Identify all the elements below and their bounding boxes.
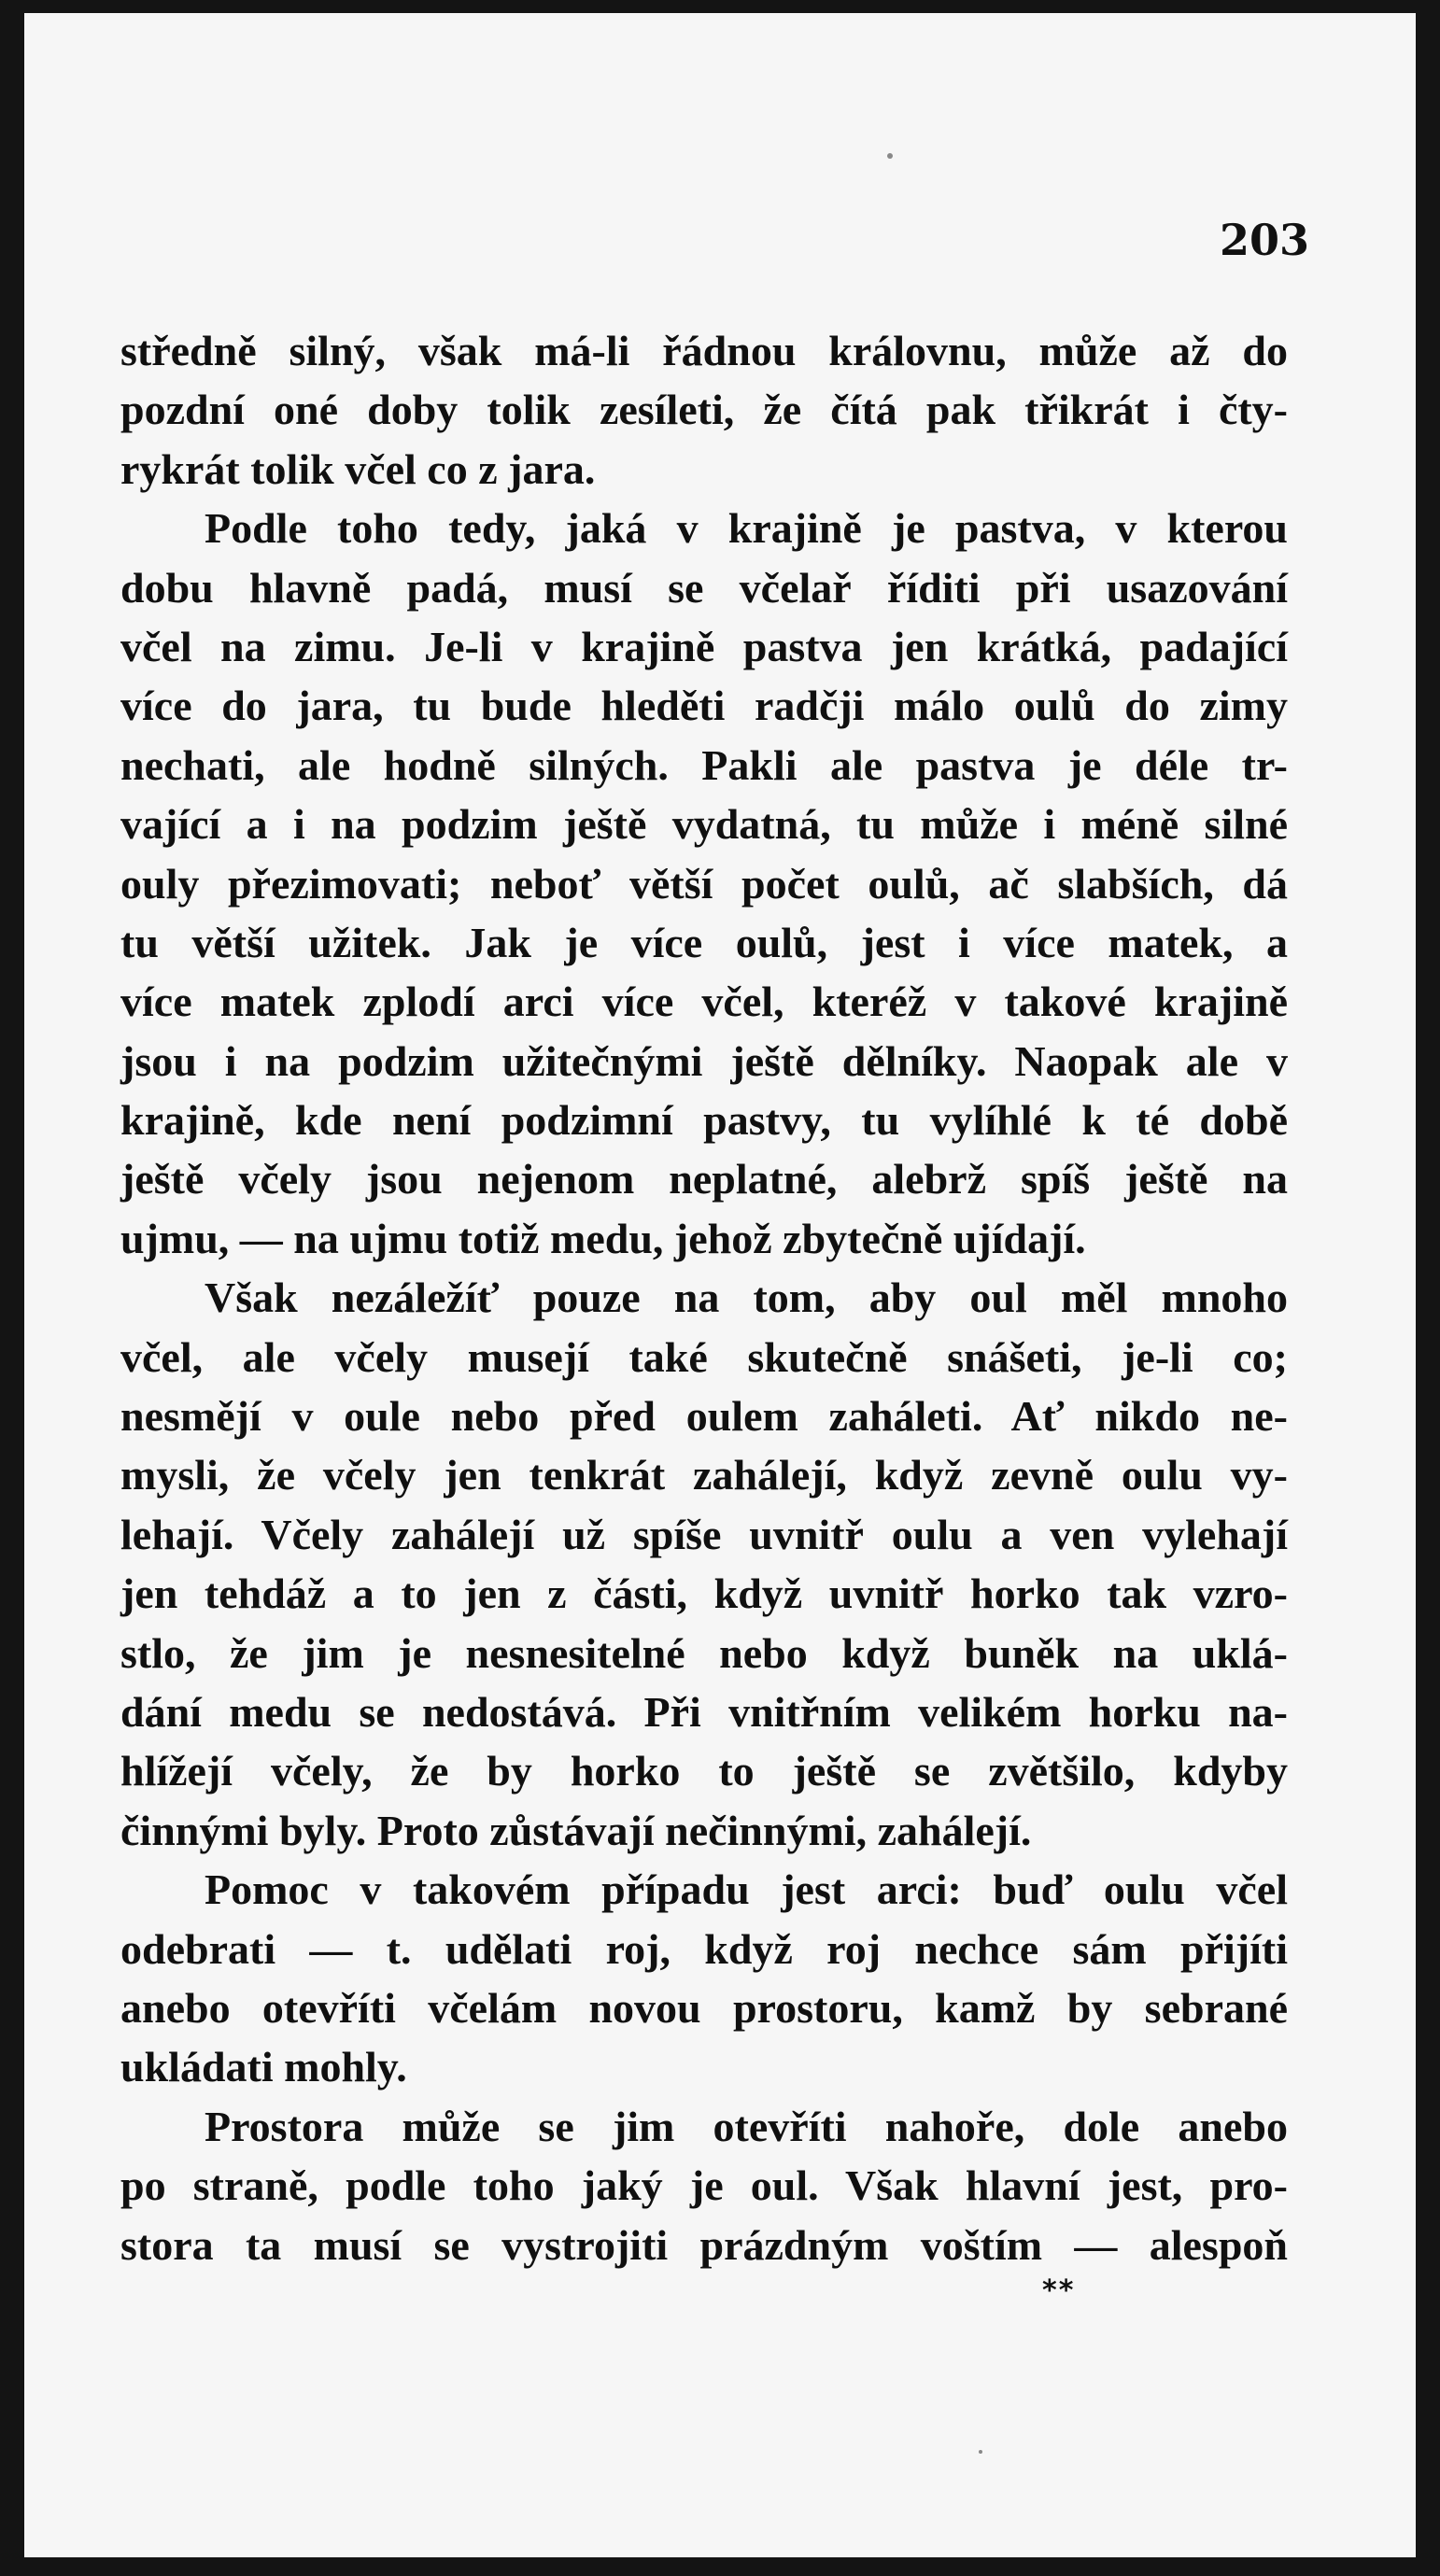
text-line: ujmu, — na ujmu totiž medu, jehož zbytečně ujídají. [120, 1214, 1086, 1262]
text-line: ještě včely jsou nejenom neplatné, alebrž spíš ještě na [120, 1155, 1288, 1204]
text-line: dání medu se nedostává. Při vnitřním velikém horku na- [120, 1687, 1288, 1736]
body-text [120, 321, 1288, 2274]
paper-speck [887, 153, 893, 159]
text-line: jsou i na podzim užitečnými ještě dělníky. Naopak ale v [120, 1036, 1288, 1085]
text-line: mysli, že včely jen tenkrát zahálejí, když zevně oulu vy- [120, 1451, 1288, 1499]
text-line: rykrát tolik včel co z jara. [120, 444, 596, 493]
paragraph-start-line: Prostora může se jim otevříti nahoře, dole anebo [205, 2102, 1288, 2150]
text-line: středně silný, však má-li řádnou královnu, může až do [120, 327, 1288, 374]
text-line: nesmějí v oule nebo před oulem zaháleti. Ať nikdo ne- [120, 1392, 1288, 1441]
text-line: lehají. Včely zahálejí už spíše uvnitř oulu a ven vylehají [120, 1510, 1288, 1558]
text-line: činnými byly. Proto zůstávají nečinnými, zahálejí. [120, 1806, 1032, 1854]
paragraph-start-line: Podle toho tedy, jaká v krajině je pastva, v kterou [205, 504, 1288, 553]
signature-mark: ** [1042, 2274, 1076, 2307]
text-line: včel na zimu. Je-li v krajině pastva jen krátká, padající [120, 622, 1288, 670]
paper-speck [979, 2450, 982, 2454]
text-line: více do jara, tu bude hleděti radčji málo oulů do zimy [120, 682, 1288, 730]
text-line: anebo otevříti včelám novou prostoru, kamž by sebrané [120, 1983, 1288, 2032]
text-line: stora ta musí se vystrojiti prázdným voštím — alespoň [120, 2220, 1288, 2269]
book-page [24, 13, 1416, 2557]
text-line: více matek zplodí arci více včel, kteréž v takové krajině [120, 978, 1288, 1026]
text-line: ouly přezimovati; neboť větší počet oulů, ač slabších, dá [120, 859, 1288, 908]
text-line: tu větší užitek. Jak je více oulů, jest i více matek, a [120, 918, 1288, 966]
text-line: hlížejí včely, že by horko to ještě se zvětšilo, kdyby [120, 1747, 1288, 1795]
page-number: 203 [1220, 215, 1310, 265]
text-line: ukládati mohly. [120, 2043, 407, 2091]
paragraph-start-line: Pomoc v takovém případu jest arci: buď oulu včel [205, 1865, 1288, 1914]
text-line: nechati, ale hodně silných. Pakli ale pastva je déle tr- [120, 740, 1288, 789]
text-line: jen tehdáž a to jen z části, když uvnitř horko tak vzro- [120, 1570, 1288, 1618]
text-line: krajině, kde není podzimní pastvy, tu vylíhlé k té době [120, 1096, 1288, 1145]
text-line: pozdní oné doby tolik zesíleti, že čítá pak třikrát i čty- [120, 386, 1288, 434]
text-line: odebrati — t. udělati roj, když roj nechce sám přijíti [120, 1924, 1288, 1973]
text-line: stlo, že jim je nesnesitelné nebo když buněk na uklá- [120, 1628, 1288, 1677]
text-line: včel, ale včely musejí také skutečně snášeti, je-li co; [120, 1332, 1288, 1381]
text-line: po straně, podle toho jaký je oul. Však hlavní jest, pro- [120, 2161, 1288, 2210]
paragraph-start-line: Však nezáležíť pouze na tom, aby oul měl mnoho [205, 1274, 1288, 1322]
text-line: dobu hlavně padá, musí se včelař říditi při usazování [120, 563, 1288, 612]
text-line: vající a i na podzim ještě vydatná, tu může i méně silné [120, 800, 1288, 849]
